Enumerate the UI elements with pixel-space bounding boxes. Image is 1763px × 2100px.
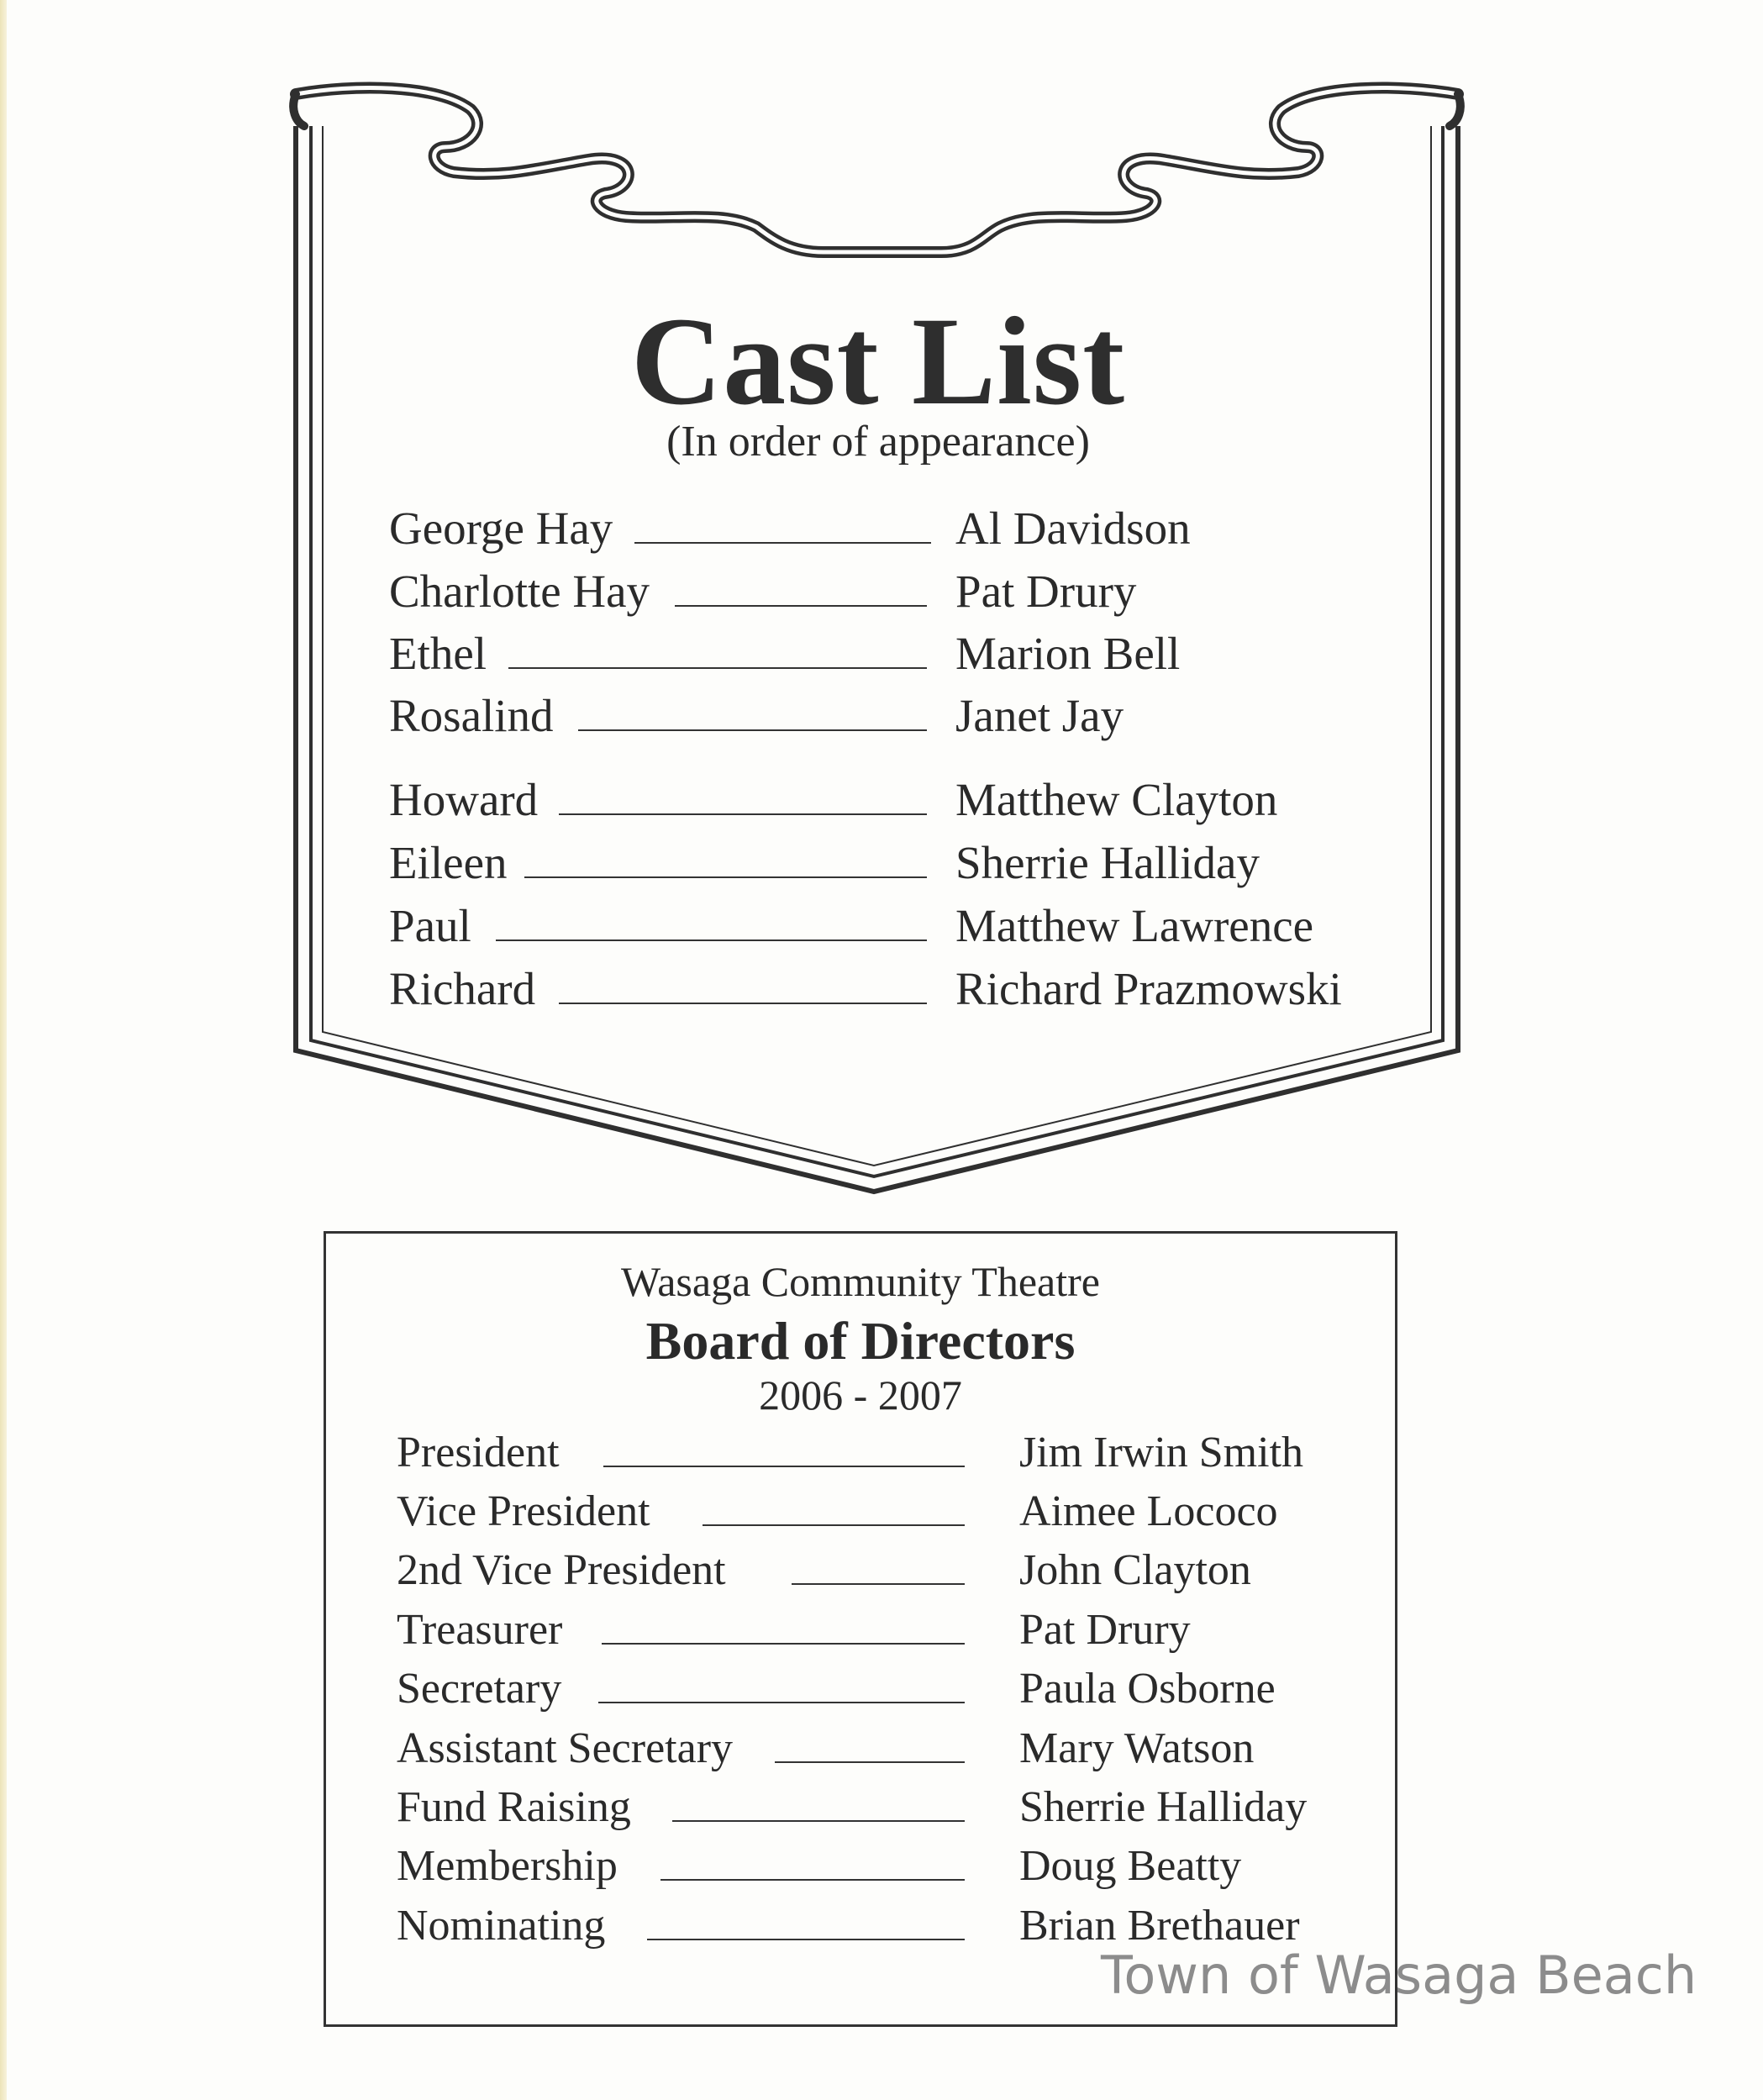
- cast-role: Eileen: [389, 837, 508, 888]
- cast-list-title: Cast List: [630, 292, 1126, 431]
- board-position: Nominating: [397, 1902, 606, 1950]
- cast-actor: Janet Jay: [955, 690, 1124, 741]
- board-title: Board of Directors: [645, 1311, 1076, 1371]
- board-position: Assistant Secretary: [397, 1724, 734, 1772]
- cast-role: Charlotte Hay: [389, 566, 650, 617]
- board-member: Sherrie Halliday: [1019, 1783, 1308, 1831]
- cast-role: Rosalind: [389, 690, 554, 741]
- leader-line: [603, 1466, 965, 1467]
- board-member: Aimee Lococo: [1019, 1487, 1278, 1535]
- leader-line: [559, 1003, 927, 1004]
- cast-role: Ethel: [389, 628, 487, 679]
- cast-actor: Matthew Clayton: [955, 774, 1278, 825]
- cast-role: George Hay: [389, 503, 613, 554]
- cast-role: Howard: [389, 774, 539, 825]
- cast-actor: Richard Prazmowski: [955, 963, 1342, 1014]
- board-member: Doug Beatty: [1019, 1842, 1242, 1890]
- board-position: Vice President: [397, 1487, 650, 1535]
- board-member: Mary Watson: [1019, 1724, 1255, 1772]
- cast-role: Paul: [389, 900, 471, 951]
- board-position: Membership: [397, 1842, 618, 1890]
- leader-line: [578, 729, 927, 731]
- board-years: 2006 - 2007: [759, 1371, 962, 1418]
- leader-line: [559, 813, 927, 815]
- leader-line: [660, 1879, 965, 1881]
- cast-actor: Marion Bell: [955, 628, 1181, 679]
- board-position: 2nd Vice President: [397, 1546, 726, 1594]
- board-position: Fund Raising: [397, 1783, 631, 1831]
- leader-line: [703, 1524, 965, 1526]
- cast-actor: Al Davidson: [955, 503, 1191, 554]
- board-member: Pat Drury: [1019, 1606, 1191, 1654]
- cast-list-subtitle: (In order of appearance): [666, 418, 1090, 466]
- watermark: Town of Wasaga Beach: [1101, 1945, 1697, 2006]
- cast-actor: Pat Drury: [955, 566, 1137, 617]
- board-position: President: [397, 1429, 560, 1476]
- leader-line: [602, 1643, 965, 1645]
- cast-role: Richard: [389, 963, 536, 1014]
- leader-line: [598, 1702, 965, 1703]
- cast-actor: Sherrie Halliday: [955, 837, 1260, 888]
- leader-line: [524, 876, 927, 878]
- board-member: Jim Irwin Smith: [1019, 1429, 1304, 1476]
- leader-line: [675, 605, 927, 607]
- leader-line: [647, 1939, 965, 1940]
- leader-line: [508, 667, 927, 669]
- board-member: John Clayton: [1019, 1546, 1251, 1594]
- board-position: Secretary: [397, 1665, 562, 1713]
- cast-actor: Matthew Lawrence: [955, 900, 1314, 951]
- leader-line: [775, 1761, 965, 1763]
- board-member: Paula Osborne: [1019, 1665, 1276, 1713]
- board-member: Brian Brethauer: [1019, 1902, 1300, 1950]
- leader-line: [634, 542, 931, 544]
- board-position: Treasurer: [397, 1606, 563, 1654]
- board-organization: Wasaga Community Theatre: [621, 1258, 1100, 1305]
- leader-line: [672, 1820, 965, 1822]
- leader-line: [496, 939, 927, 941]
- leader-line: [792, 1583, 965, 1585]
